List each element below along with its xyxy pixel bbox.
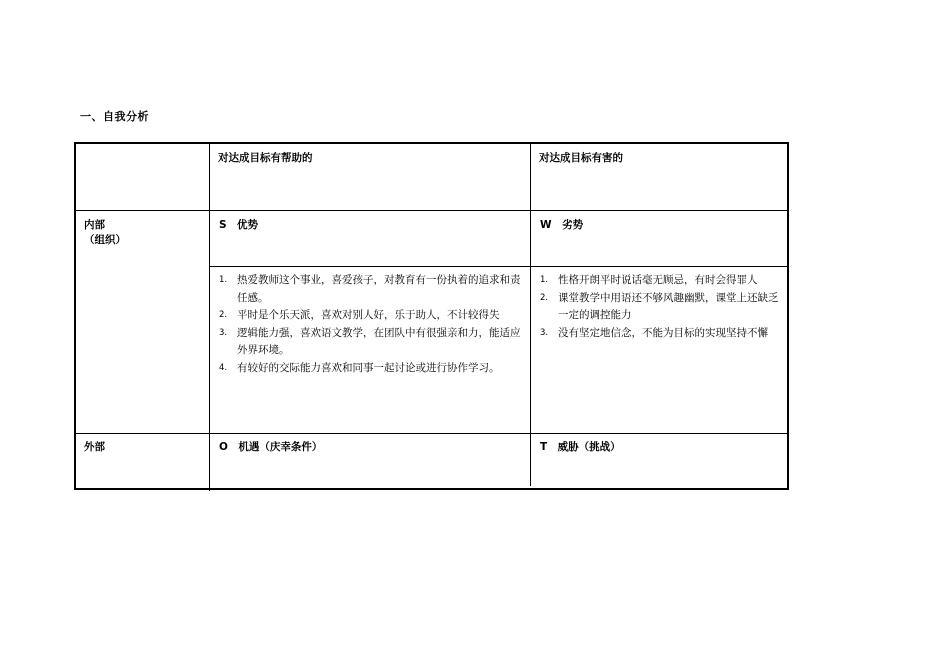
list-item (540, 272, 784, 290)
table-border-left (74, 142, 76, 490)
row-label-external: 外部 (84, 441, 105, 453)
threats-title: T 威胁（挑战） (540, 441, 621, 453)
header-helpful: 对达成目标有帮助的 (218, 152, 313, 164)
table-border-right (787, 142, 789, 489)
table-divider-col1 (209, 144, 210, 491)
table-divider-col2 (530, 144, 531, 486)
list-item (540, 290, 784, 325)
list-number: 3. (540, 327, 549, 338)
list-number: 2. (219, 310, 228, 320)
list-item-text: 性格开朗平时说话毫无顾忌，有时会得罪人 (558, 274, 758, 286)
table-divider-row1 (76, 210, 787, 211)
weaknesses-list (540, 272, 784, 342)
list-item (219, 307, 524, 325)
row-label-internal-line2: （组织） (84, 234, 126, 246)
list-item (540, 325, 784, 343)
row-label-internal-line1: 内部 (84, 219, 105, 231)
list-item-text: 没有坚定地信念，不能为目标的实现坚持不懈 (558, 326, 768, 339)
list-number: 1. (540, 275, 549, 285)
list-item (219, 272, 524, 307)
opportunities-title: O 机遇（庆幸条件） (219, 441, 323, 453)
list-number: 1. (219, 275, 228, 285)
list-number: 4. (219, 362, 228, 373)
list-item-text: 平时是个乐天派，喜欢对别人好，乐于助人，不计较得失 (237, 309, 500, 321)
row-label-internal (84, 218, 126, 248)
list-item (219, 360, 524, 378)
list-number: 3. (219, 327, 228, 338)
section-heading: 一、自我分析 (80, 110, 149, 123)
table-border-top (74, 142, 789, 144)
list-item-text: 逻辑能力强，喜欢语文教学，在团队中有很强亲和力，能适应外界环境。 (237, 326, 521, 356)
list-item-text: 热爱教师这个事业，喜爱孩子，对教育有一份执着的追求和责任感。 (237, 274, 521, 304)
list-item-text: 课堂教学中用语还不够风趣幽默，课堂上还缺乏一定的调控能力 (558, 291, 779, 321)
list-item-text: 有较好的交际能力喜欢和同事一起讨论或进行协作学习。 (237, 361, 500, 374)
header-harmful: 对达成目标有害的 (539, 152, 623, 164)
table-divider-row3 (76, 433, 787, 434)
list-item (219, 325, 524, 360)
table-border-bottom (74, 488, 789, 490)
strengths-title: S 优势 (219, 219, 259, 231)
weaknesses-title: W 劣势 (540, 219, 584, 231)
table-divider-row2 (210, 266, 787, 267)
strengths-list (219, 272, 524, 377)
list-number: 2. (540, 292, 549, 303)
